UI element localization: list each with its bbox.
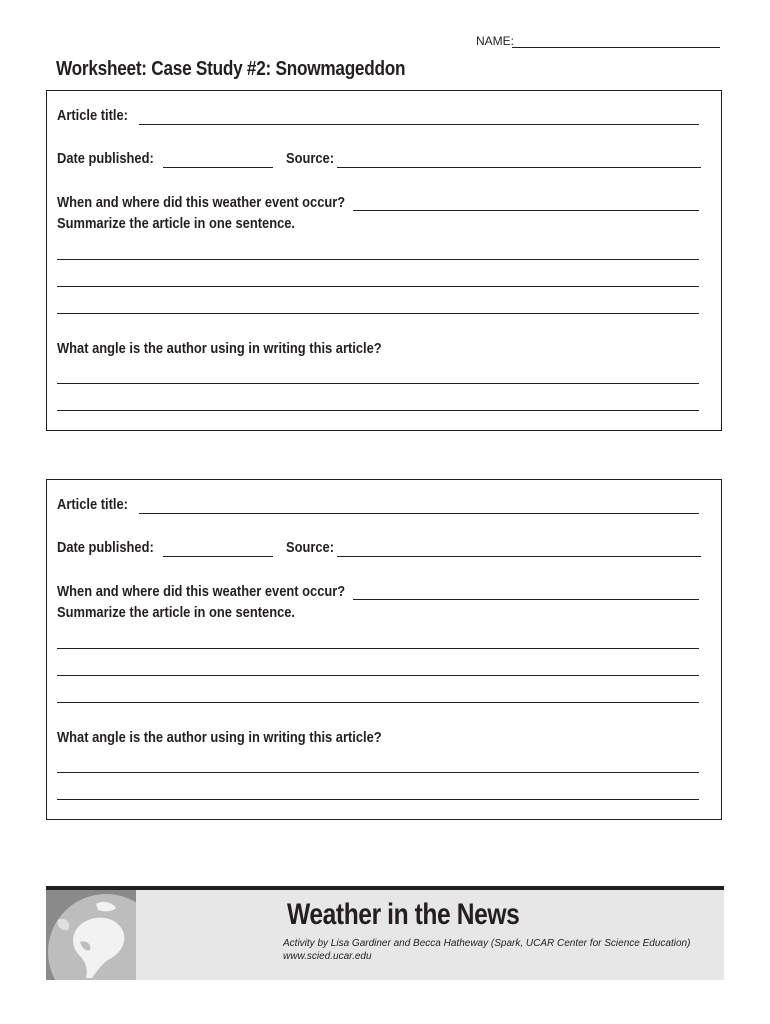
footer-title: Weather in the News — [287, 898, 520, 931]
source-line[interactable] — [337, 167, 701, 168]
source-label: Source: — [286, 150, 335, 167]
summary-line[interactable] — [57, 286, 699, 287]
angle-line[interactable] — [57, 383, 699, 384]
worksheet-title: Worksheet: Case Study #2: Snowmageddon — [56, 58, 406, 80]
globe-icon — [46, 890, 136, 980]
angle-label: What angle is the author using in writing this article? — [57, 340, 382, 357]
when-where-line[interactable] — [353, 599, 699, 600]
summary-line[interactable] — [57, 259, 699, 260]
name-line[interactable] — [512, 47, 720, 48]
footer-url[interactable]: www.scied.ucar.edu — [283, 951, 372, 962]
article-title-line[interactable] — [139, 513, 699, 514]
footer-credit: Activity by Lisa Gardiner and Becca Hatheway (Spark, UCAR Center for Science Education) — [283, 938, 691, 949]
when-where-label: When and where did this weather event occur? — [57, 583, 346, 600]
source-label: Source: — [286, 539, 335, 556]
angle-label: What angle is the author using in writing this article? — [57, 729, 382, 746]
angle-line[interactable] — [57, 799, 699, 800]
date-published-label: Date published: — [57, 539, 154, 556]
summarize-label: Summarize the article in one sentence. — [57, 604, 296, 621]
summarize-label: Summarize the article in one sentence. — [57, 215, 296, 232]
source-line[interactable] — [337, 556, 701, 557]
date-published-line[interactable] — [163, 556, 273, 557]
summary-line[interactable] — [57, 313, 699, 314]
article-title-label: Article title: — [57, 496, 128, 513]
summary-line[interactable] — [57, 648, 699, 649]
date-published-label: Date published: — [57, 150, 154, 167]
summary-line[interactable] — [57, 675, 699, 676]
footer-banner — [46, 886, 724, 980]
article-box-1 — [46, 90, 722, 431]
article-box-2 — [46, 479, 722, 820]
when-where-line[interactable] — [353, 210, 699, 211]
name-row — [476, 34, 514, 48]
article-title-label: Article title: — [57, 107, 128, 124]
angle-line[interactable] — [57, 410, 699, 411]
article-title-line[interactable] — [139, 124, 699, 125]
when-where-label: When and where did this weather event occur? — [57, 194, 346, 211]
name-label: NAME: — [476, 34, 515, 48]
date-published-line[interactable] — [163, 167, 273, 168]
angle-line[interactable] — [57, 772, 699, 773]
summary-line[interactable] — [57, 702, 699, 703]
